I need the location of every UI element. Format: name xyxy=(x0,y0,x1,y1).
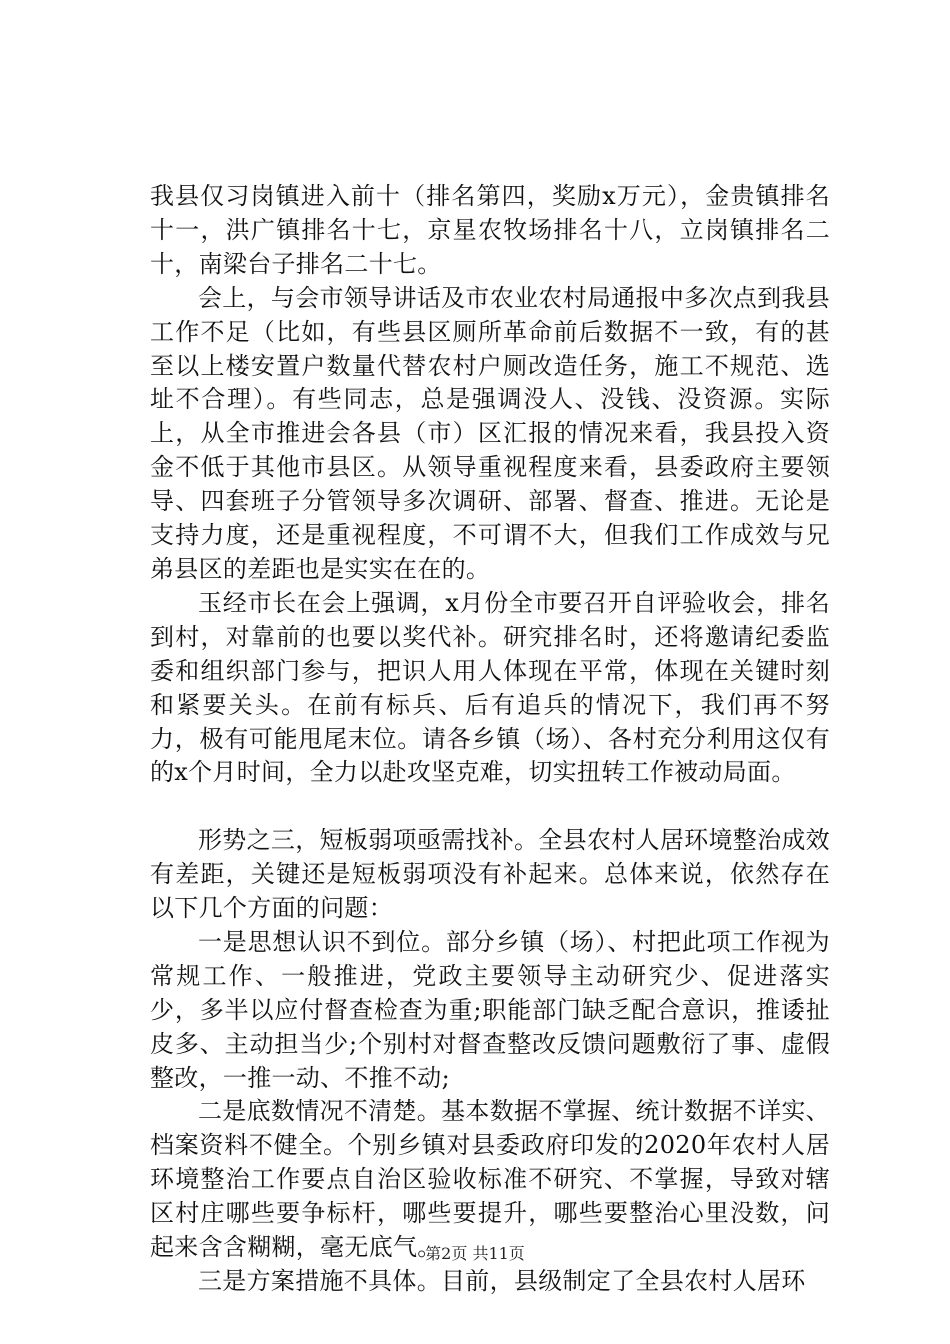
paragraph-point-one: 一是思想认识不到位。部分乡镇（场）、村把此项工作视为常规工作、一般推进，党政主要领导主动研究少、促进落实少，多半以应付督查检查为重;职能部门缺乏配合意识，推诿扯皮多、主动担当少;个别村对督查整改反馈问题敷衍了事、虚假整改，一推一动、不推不动; xyxy=(150,927,830,1092)
paragraph-point-three: 三是方案措施不具体。目前，县级制定了全县农村人居环 xyxy=(198,1266,806,1295)
document-body xyxy=(150,180,830,1299)
paragraph-mayor-emphasis: 玉经市长在会上强调，x月份全市要召开自评验收会，排名到村，对靠前的也要以奖代补。研究排名时，还将邀请纪委监委和组织部门参与，把识人用人体现在平常，体现在关键时刻和紧要关头。在前有标兵、后有追兵的情况下，我们再不努力，极有可能甩尾末位。请各乡镇（场）、各村充分利用这仅有的x个月时间，全力以赴攻坚克难，切实扭转工作被动局面。 xyxy=(150,588,830,787)
page-number-footer: 第2页 共11页 xyxy=(425,1244,525,1263)
paragraph-point-two: 二是底数情况不清楚。基本数据不掌握、统计数据不详实、档案资料不健全。个别乡镇对县委政府印发的2020年农村人居环境整治工作要点自治区验收标准不研究、不掌握，导致对辖区村庄哪些要争标杆，哪些要提升，哪些要整治心里没数，问起来含含糊糊，毫无底气。 xyxy=(150,1097,830,1262)
paragraph-ranking: 我县仅习岗镇进入前十（排名第四，奖励x万元），金贵镇排名十一，洪广镇排名十七，京星农牧场排名十八，立岗镇排名二十，南梁台子排名二十七。 xyxy=(150,182,830,278)
paragraph-meeting-shortcomings: 会上，与会市领导讲话及市农业农村局通报中多次点到我县工作不足（比如，有些县区厕所革命前后数据不一致，有的甚至以上楼安置户数量代替农村户厕改造任务，施工不规范、选址不合理）。有些同志，总是强调没人、没钱、没资源。实际上，从全市推进会各县（市）区汇报的情况来看，我县投入资金不低于其他市县区。从领导重视程度来看，县委政府主要领导、四套班子分管领导多次调研、部署、督查、推进。无论是支持力度，还是重视程度，不可谓不大，但我们工作成效与兄弟县区的差距也是实实在在的。 xyxy=(150,283,830,583)
paragraph-situation-three: 形势之三，短板弱项亟需找补。全县农村人居环境整治成效有差距，关键还是短板弱项没有补起来。总体来说，依然存在以下几个方面的问题： xyxy=(150,826,830,923)
